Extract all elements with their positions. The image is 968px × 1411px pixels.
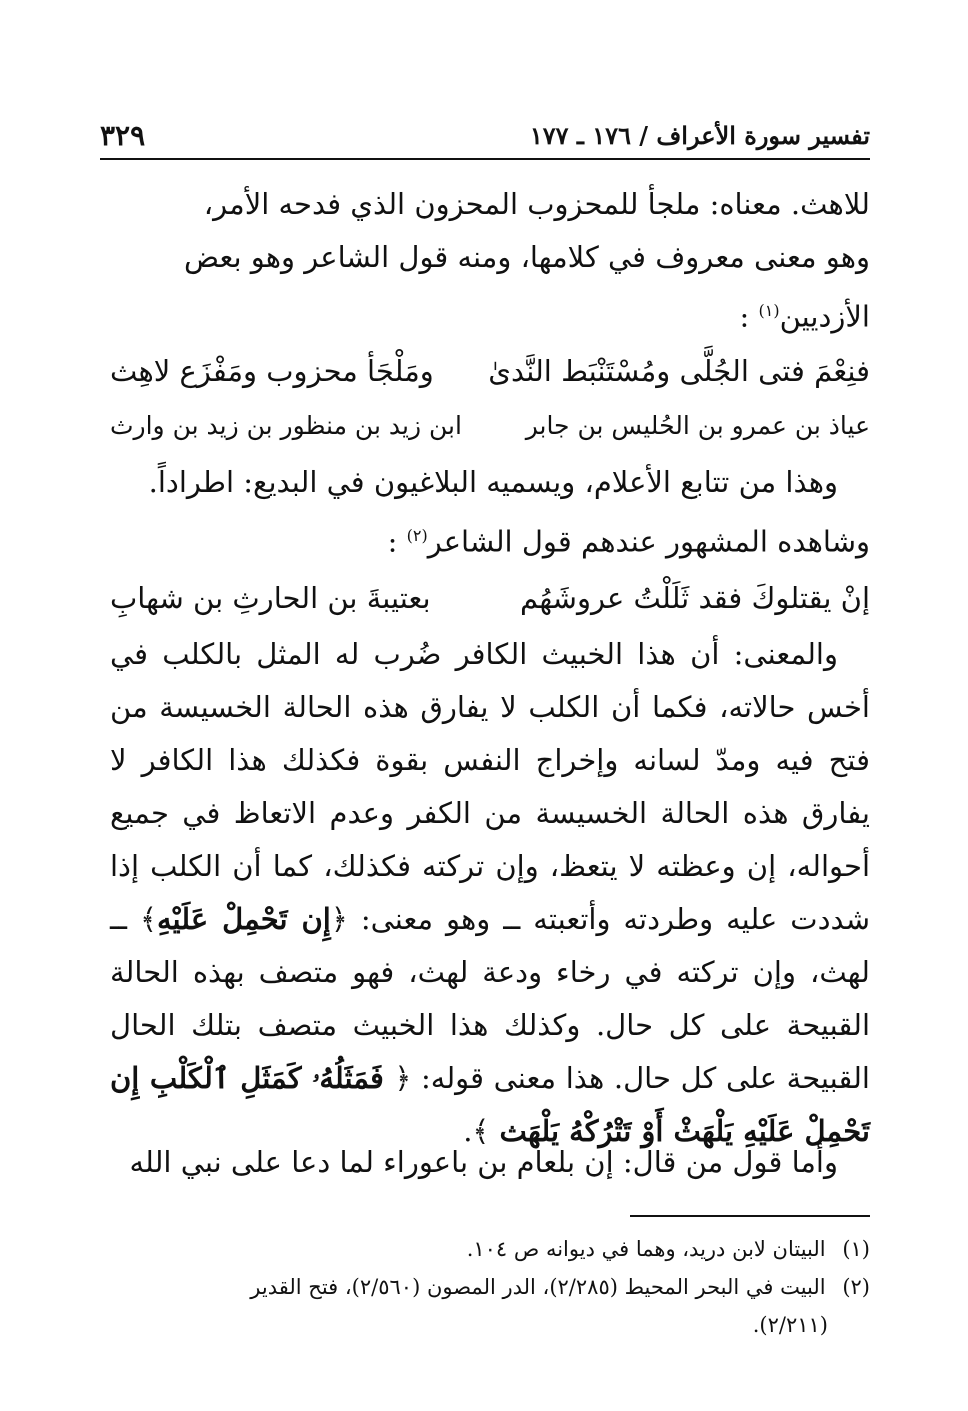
paragraph-4: [110, 1136, 870, 1189]
footnote-1: [110, 1230, 870, 1268]
verse-3-first-hemistich: إنْ يقتلوكَ فقد ثَلَلْتُ عروشَهُم: [520, 580, 870, 615]
quran-quote-2: ﴿ فَمَثَلُهُۥ كَمَثَلِ ٱلْكَلْبِ إِن تَحْمِلْ عَلَيْهِ يَلْهَثْ أَوْ تَتْرُكْهُ يَلْهَث ﴾: [110, 1061, 870, 1148]
footnote-2-number: (٢): [842, 1275, 870, 1299]
p1-colon: :: [739, 299, 750, 334]
p1-line2: وهو معنى معروف في كلامها، ومنه قول الشاعر وهو بعض: [183, 240, 870, 274]
p1-line1: للاهث. معناه: ملجأ للمحزوب المحزون الذي فدحه الأمر،: [203, 187, 870, 221]
verse-line-3: [110, 570, 870, 625]
verse-1-second-hemistich: ومَلْجَأ محزوب ومَفْزَع لاهِث: [110, 353, 434, 388]
paragraph-1: [110, 178, 870, 344]
verse-1-first-hemistich: فنِعْمَ فتى الجُلَّى ومُسْتَنْبَط النَّدىٰ: [488, 353, 870, 388]
paragraph-2: [110, 456, 870, 569]
p3-text-b: ــ لهث، وإن تركته في رخاء ودعة لهث، فهو متصف بهذه الحالة القبيحة على كل حال. وكذلك هذا الخبيث متصف بتلك الحال القبيحة على كل حال. هذا معنى قوله:: [110, 902, 870, 1095]
p2-colon: :: [387, 524, 398, 559]
footnote-ref-1: (١): [758, 301, 780, 320]
footnote-ref-2: (٢): [406, 526, 428, 545]
poem-1: [110, 343, 870, 453]
page-number: ٣٢٩: [100, 119, 146, 152]
p3-text-a: والمعنى: أن هذا الخبيث الكافر ضُرب له المثل بالكلب في أخس حالاته، فكما أن الكلب لا يفارق هذه الحالة الخسيسة من فتح فيه ومدّ لسانه وإخراج النفس بقوة فكذلك هذا الكافر لا يفارق هذه الحالة الخسيسة من الكفر وعدم الاتعاظ في جميع أحواله، إن وعظته لا يتعظ، وإن تركته فكذلك، كما أن الكلب إذا شددت عليه وطردته وأتعبته ــ وهو معنى:: [110, 637, 871, 936]
p3-text-c: .: [463, 1114, 473, 1148]
poem-2: [110, 570, 870, 625]
verse-2-first-hemistich: عياذ بن عمرو بن الحُليس بن جابر: [525, 411, 870, 440]
verse-line-2: [110, 398, 870, 453]
p4-text: وأما قول من قال: إن بلعام بن باعوراء لما دعا على نبي الله: [129, 1145, 838, 1179]
footnote-separator: [630, 1215, 870, 1217]
footnote-1-number: (١): [842, 1237, 870, 1261]
p2-line1: وهذا من تتابع الأعلام، ويسميه البلاغيون في البديع: اطراداً.: [148, 465, 838, 499]
verse-3-second-hemistich: بعتيبةَ بن الحارثِ بن شهابِ: [110, 580, 431, 615]
verse-line-1: [110, 343, 870, 398]
p2-line2: وشاهده المشهور عندهم قول الشاعر: [427, 524, 870, 559]
verse-2-second-hemistich: ابن زيد بن منظور بن زيد بن وارث: [110, 411, 462, 440]
footnote-2-continuation: (٢/٢١١).: [752, 1313, 828, 1337]
page-header: [100, 108, 870, 160]
quran-quote-1: ﴿إِن تَحْمِلْ عَلَيْهِ﴾: [140, 902, 348, 936]
running-head: تفسير سورة الأعراف / ١٧٦ ـ ١٧٧: [529, 121, 870, 150]
p1-line3: الأزديين: [779, 299, 870, 334]
footnote-2-text: البيت في البحر المحيط (٢/٢٨٥)، الدر المصون (٢/٥٦٠)، فتح القدير: [250, 1275, 826, 1299]
paragraph-3: [110, 628, 870, 1158]
footnote-2: [110, 1268, 870, 1306]
footnote-1-text: البيتان لابن دريد، وهما في ديوانه ص ١٠٤.: [466, 1237, 826, 1261]
footnotes: [110, 1230, 870, 1344]
